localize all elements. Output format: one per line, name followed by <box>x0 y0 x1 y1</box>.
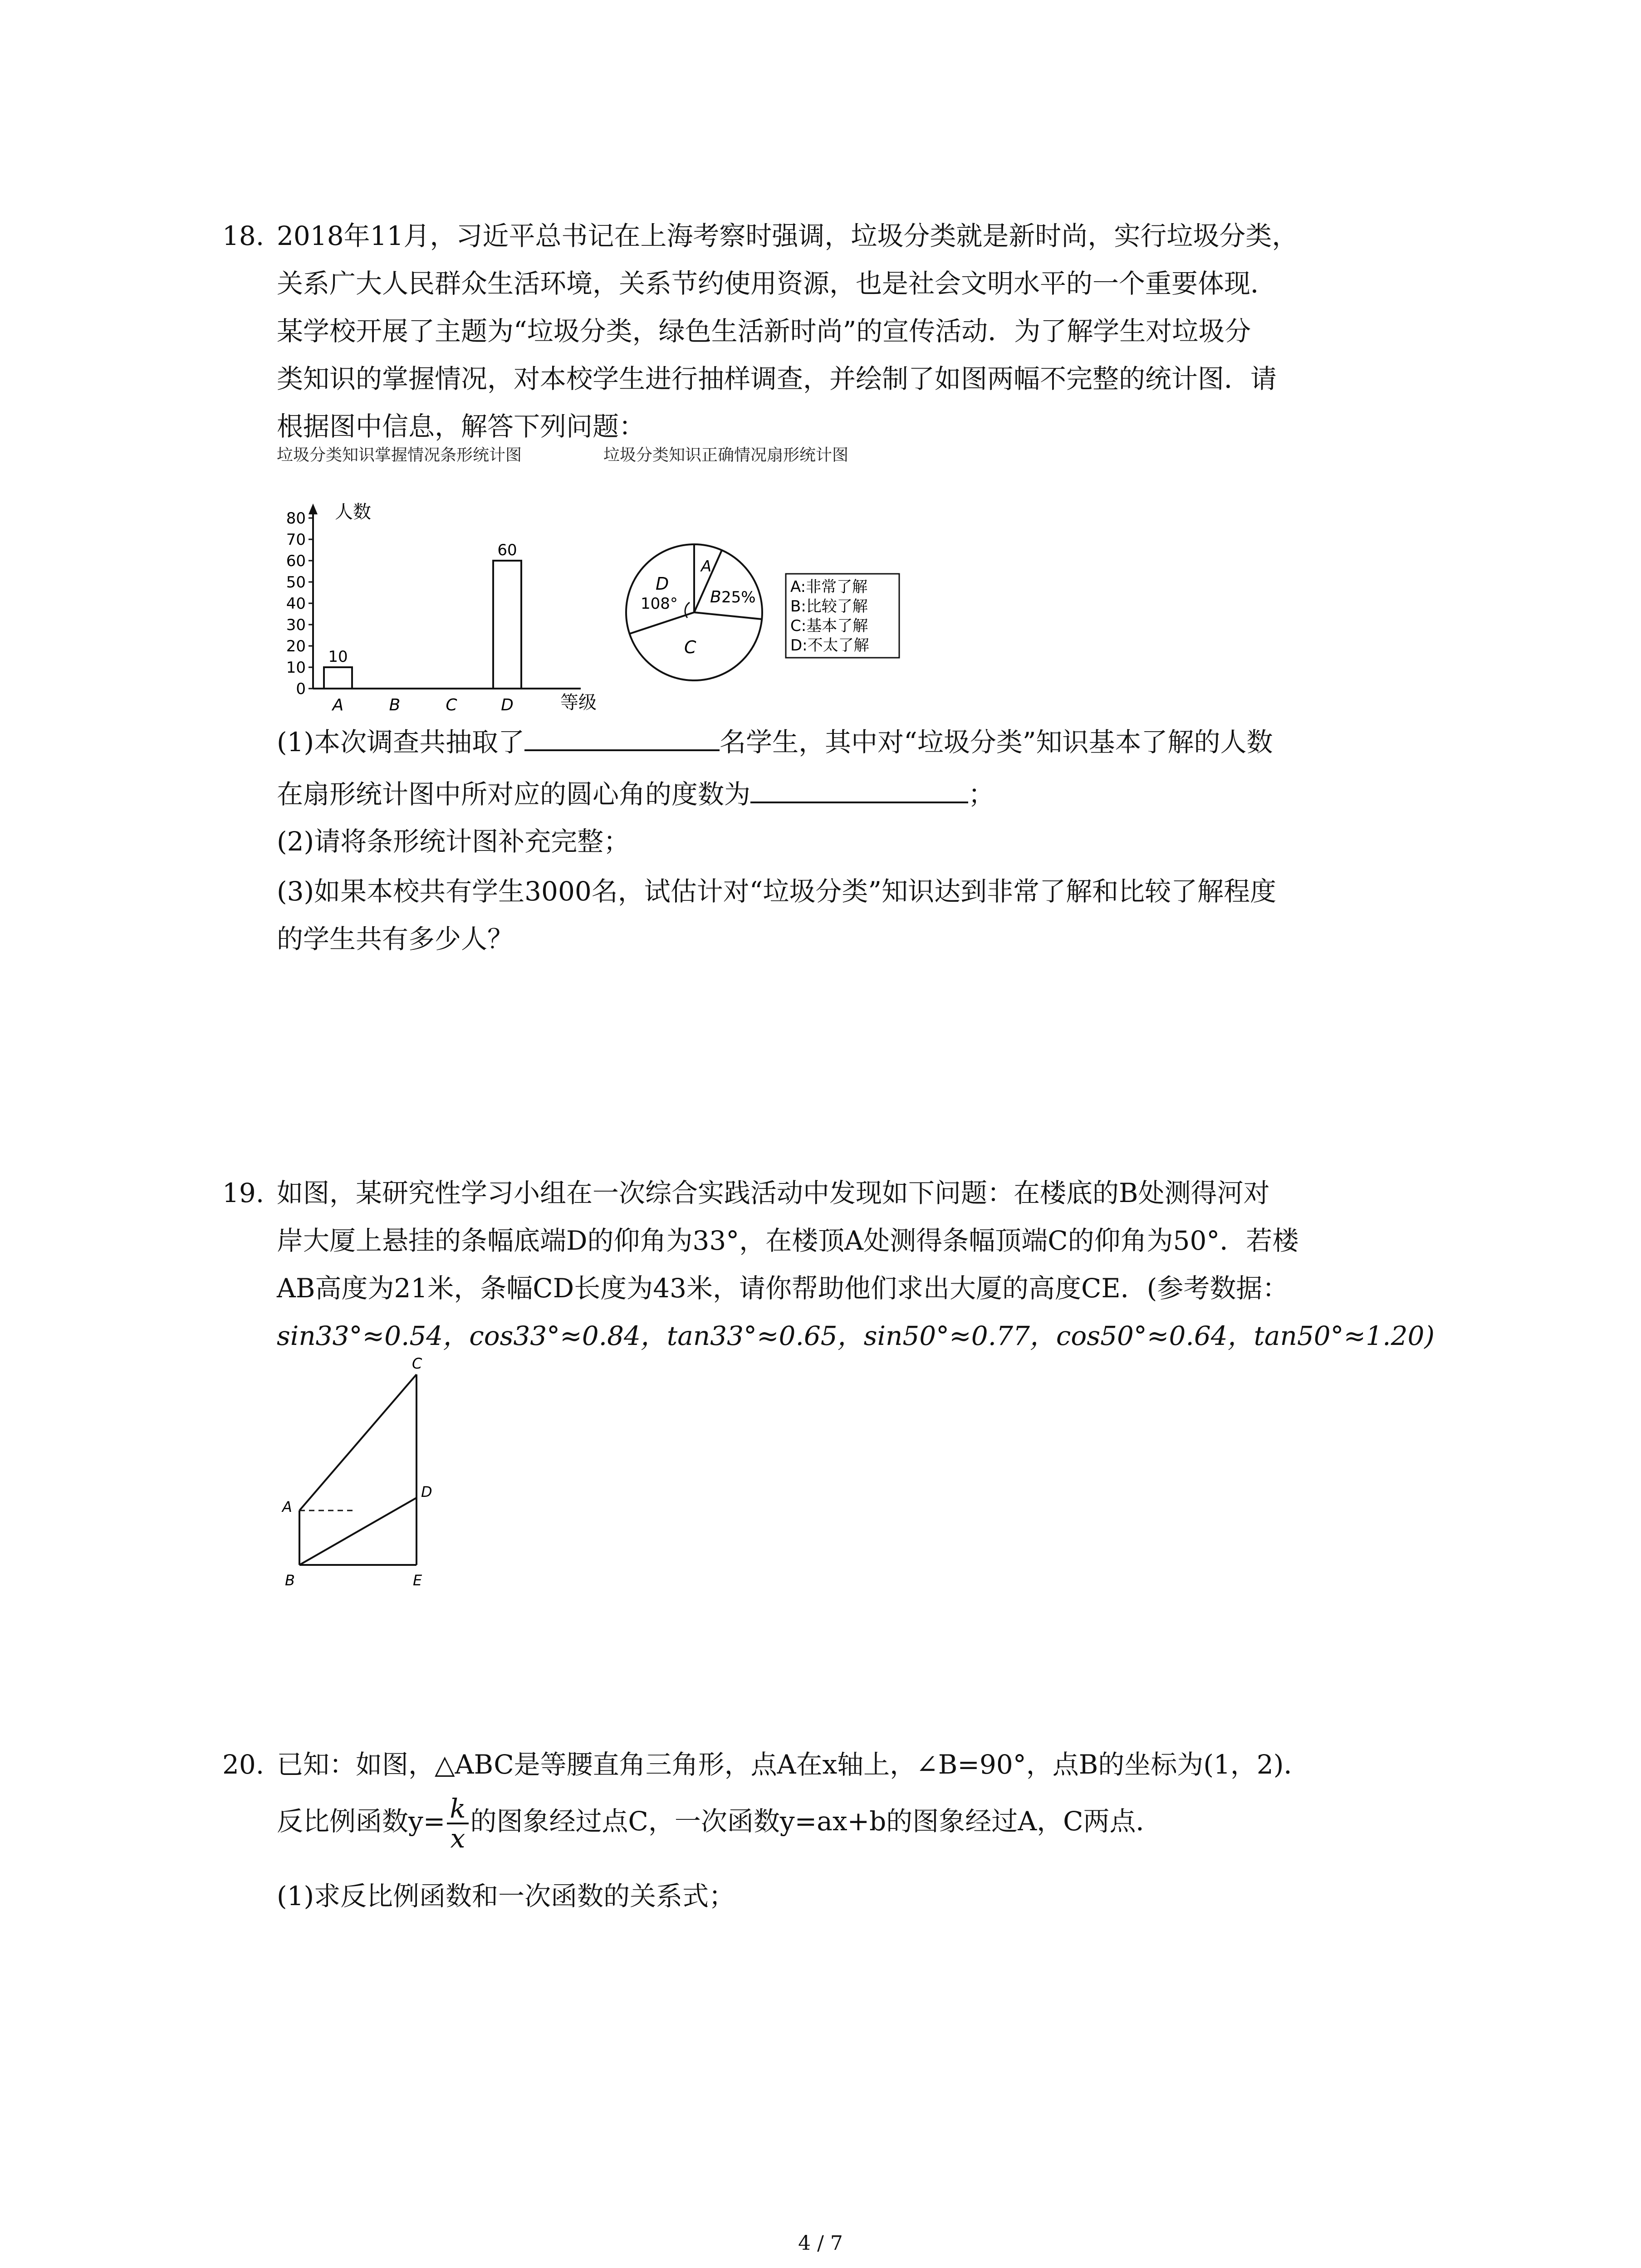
bar-value-label-a: 10 <box>328 648 348 666</box>
q19-line-2: 岸大厦上悬挂的条幅底端D的仰角为33°，在楼顶A处测得条幅顶端C的仰角为50°．若楼 <box>277 1225 1299 1256</box>
q18-line-2: 关系广大人民群众生活环境，关系节约使用资源，也是社会文明水平的一个重要体现． <box>277 268 1277 299</box>
bar-chart-xlabel: 等级 <box>560 692 597 713</box>
pie-value-d: 108° <box>641 595 678 613</box>
pie-value-b: 25% <box>721 588 756 606</box>
pie-chart-caption: 垃圾分类知识正确情况扇形统计图 <box>603 446 849 464</box>
q19-line-1: 如图，某研究性学习小组在一次综合实践活动中发现如下问题：在楼底的B处测得河对 <box>277 1178 1270 1208</box>
q20-line-1: 已知：如图，△ABC是等腰直角三角形，点A在x轴上，∠B=90°，点B的坐标为(1，2)． <box>277 1749 1310 1780</box>
q20-number: 20. <box>222 1749 265 1780</box>
pie-label-d: D <box>656 574 669 594</box>
q18-line-5: 根据图中信息，解答下列问题： <box>277 411 646 442</box>
answer-blank-1[interactable] <box>524 726 720 751</box>
q18-number: 18. <box>222 220 265 251</box>
y-tick-label: 60 <box>286 552 306 570</box>
y-tick-label: 0 <box>296 680 306 698</box>
y-tick-label: 20 <box>286 637 306 655</box>
q18-line-1: 2018年11月，习近平总书记在上海考察时强调，垃圾分类就是新时尚，实行垃圾分类， <box>277 220 1298 251</box>
y-tick-label: 30 <box>286 616 306 634</box>
bar-d <box>493 561 521 689</box>
x-tick-label-c: C <box>446 696 457 714</box>
bar-a <box>324 667 352 689</box>
y-tick-label: 10 <box>286 659 306 677</box>
pie-legend-d: D:不太了解 <box>790 636 869 655</box>
x-tick-label-b: B <box>389 696 401 714</box>
x-tick-label-a: A <box>332 696 344 714</box>
pie-legend-b: B:比较了解 <box>790 597 868 616</box>
q20-line-2-a: 反比例函数y= <box>277 1806 446 1837</box>
q18-line-4: 类知识的掌握情况，对本校学生进行抽样调查，并绘制了如图两幅不完整的统计图．请 <box>277 363 1277 394</box>
bar-value-label-d: 60 <box>497 541 517 559</box>
fraction-k-over-x <box>447 1794 468 1853</box>
x-tick-label-d: D <box>501 696 514 714</box>
segment-bd <box>299 1498 416 1565</box>
q20-sub1: (1)求反比例函数和一次函数的关系式； <box>277 1881 735 1911</box>
q18-sub1-b: 名学生，其中对“垃圾分类”知识基本了解的人数 <box>720 727 1273 758</box>
segment-ac <box>299 1374 416 1510</box>
pie-legend-a: A:非常了解 <box>790 578 868 596</box>
answer-blank-2[interactable] <box>750 778 968 803</box>
pie-label-c: C <box>684 637 696 657</box>
page-number: 4 / 7 <box>798 2232 843 2255</box>
point-label-e: E <box>413 1572 422 1589</box>
pie-legend-c: C:基本了解 <box>790 617 868 635</box>
y-tick-label: 80 <box>286 509 306 528</box>
fraction-denominator: x <box>450 1823 465 1854</box>
q18-sub3-line1: (3)如果本校共有学生3000名，试估计对“垃圾分类”知识达到非常了解和比较了解程度 <box>277 876 1277 907</box>
building-diagram <box>272 1349 463 1603</box>
q20-line-2 <box>277 1792 1162 1853</box>
point-label-b: B <box>285 1572 295 1589</box>
y-tick-label: 70 <box>286 531 306 549</box>
y-tick-label: 50 <box>286 573 306 591</box>
q18-sub2: (2)请将条形统计图补充完整； <box>277 826 630 857</box>
q18-sub3-line2: 的学生共有多少人？ <box>277 924 514 954</box>
pie-chart <box>612 522 930 712</box>
pie-label-b: B <box>710 588 721 606</box>
bar-chart-ylabel: 人数 <box>335 502 371 523</box>
q18-line-3: 某学校开展了主题为“垃圾分类，绿色生活新时尚”的宣传活动．为了解学生对垃圾分 <box>277 316 1251 347</box>
bar-chart-caption: 垃圾分类知识掌握情况条形统计图 <box>277 446 522 464</box>
q18-sub1-line1 <box>277 726 1273 758</box>
q18-sub1-c: 在扇形统计图中所对应的圆心角的度数为 <box>277 779 751 810</box>
y-tick-label: 40 <box>286 595 306 613</box>
q18-sub1-line2 <box>277 778 994 810</box>
y-axis-arrow <box>309 503 318 514</box>
point-label-d: D <box>421 1483 432 1501</box>
point-label-a: A <box>282 1498 292 1515</box>
pie-label-a: A <box>701 557 712 576</box>
fraction-numerator: k <box>447 1794 468 1824</box>
point-label-c: C <box>412 1355 422 1372</box>
bar-chart <box>268 490 612 726</box>
q20-line-2-b: 的图象经过点C，一次函数y=ax+b的图象经过A，C两点． <box>470 1806 1162 1837</box>
q18-sub1-a: (1)本次调查共抽取了 <box>277 727 525 758</box>
q18-sub1-d: ； <box>968 779 995 810</box>
q19-line-3: AB高度为21米，条幅CD长度为43米，请你帮助他们求出大厦的高度CE．(参考数据： <box>277 1273 1289 1304</box>
q19-number: 19. <box>222 1178 265 1208</box>
q19-line-4: sin33°≈0.54，cos33°≈0.84，tan33°≈0.65，sin50°≈0.77，cos50°≈0.64，tan50°≈1.20) <box>277 1320 1435 1351</box>
